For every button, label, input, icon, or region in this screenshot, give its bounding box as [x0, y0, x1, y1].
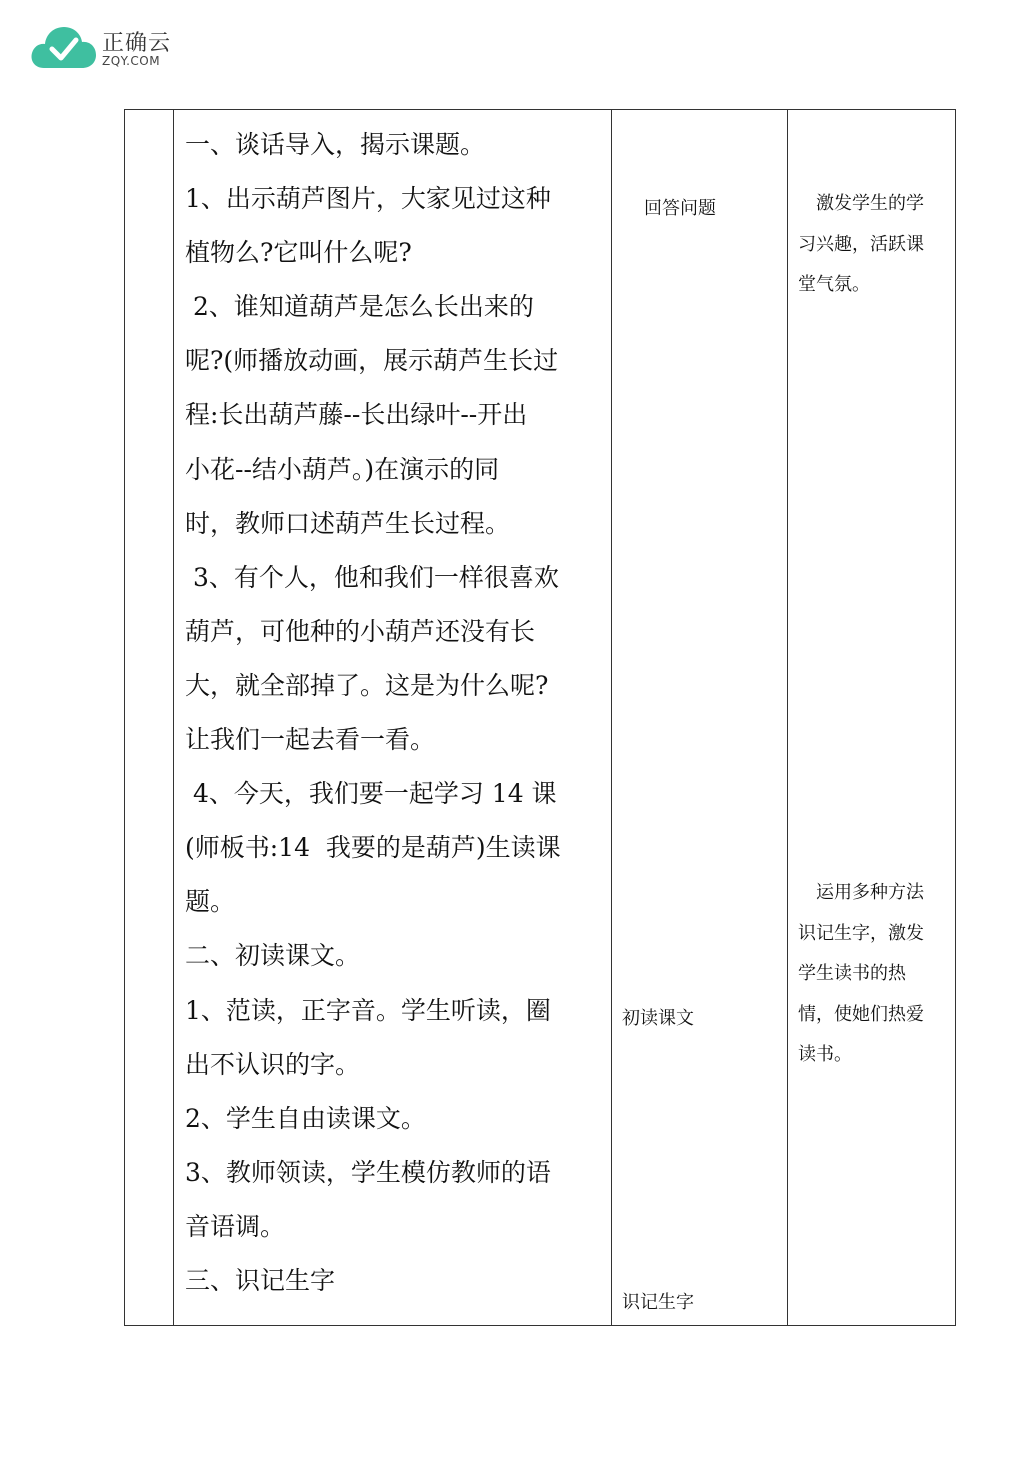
content-line: 让我们一起去看一看。 — [185, 725, 436, 755]
content-line: 音语调。 — [185, 1211, 286, 1241]
design-intent-cell — [788, 110, 955, 1325]
content-line: 程:长出葫芦藤--长出绿叶--开出 — [185, 400, 528, 430]
activity-first-read: 初读课文 — [622, 1008, 694, 1029]
content-line: 呢?(师播放动画，展示葫芦生长过 — [185, 346, 559, 376]
content-line: 出不认识的字。 — [185, 1049, 361, 1079]
content-line: 1、范读，正字音。学生听读，圈 — [185, 995, 551, 1025]
content-line: 2、学生自由读课文。 — [185, 1103, 426, 1133]
content-line: 时，教师口述葫芦生长过程。 — [185, 508, 511, 538]
content-line: 3、有个人，他和我们一样很喜欢 — [185, 562, 559, 592]
content-line: 大，就全部掉了。这是为什么呢? — [185, 670, 549, 700]
intent-line: 读书。 — [798, 1044, 852, 1065]
column-divider — [173, 110, 174, 1325]
intent-line: 运用多种方法 — [798, 882, 924, 903]
content-line: 1、出示葫芦图片，大家见过这种 — [185, 184, 551, 214]
content-line: 二、初读课文。 — [185, 941, 361, 971]
content-line: 题。 — [185, 887, 236, 917]
activity-memorize: 识记生字 — [622, 1292, 694, 1313]
logo — [30, 22, 180, 74]
intent-line: 学生读书的热 — [798, 963, 906, 984]
content-line: 葫芦，可他种的小葫芦还没有长 — [185, 616, 536, 646]
content-line: 2、谁知道葫芦是怎么长出来的 — [185, 292, 534, 322]
content-line: 4、今天，我们要一起学习 14 课 — [185, 779, 557, 809]
lesson-table — [124, 109, 956, 1326]
intent-line: 情，使她们热爱 — [798, 1003, 924, 1025]
logo-text-en: ZQY.COM — [102, 54, 161, 68]
intent-line: 识记生字，激发 — [798, 922, 924, 944]
cloud-check-icon — [30, 22, 98, 72]
logo-text-cn: 正确云 — [102, 31, 172, 56]
teaching-content-cell — [175, 110, 611, 1325]
content-line: 小花--结小葫芦。)在演示的同 — [185, 454, 500, 484]
intent-line: 习兴趣，活跃课 — [798, 233, 924, 255]
student-activity-cell — [612, 110, 787, 1325]
intent-line: 激发学生的学 — [798, 193, 924, 214]
activity-answer: 回答问题 — [644, 198, 716, 219]
content-line: 3、教师领读，学生模仿教师的语 — [185, 1157, 551, 1187]
content-line: (师板书:14 我要的是葫芦)生读课 — [185, 833, 561, 863]
content-line: 一、谈话导入，揭示课题。 — [185, 130, 486, 159]
intent-interest — [798, 184, 948, 306]
content-line: 植物么?它叫什么呢? — [185, 238, 412, 268]
intent-line: 堂气氛。 — [798, 274, 870, 295]
content-line: 三、识记生字 — [185, 1265, 336, 1295]
intent-methods — [798, 873, 948, 1076]
